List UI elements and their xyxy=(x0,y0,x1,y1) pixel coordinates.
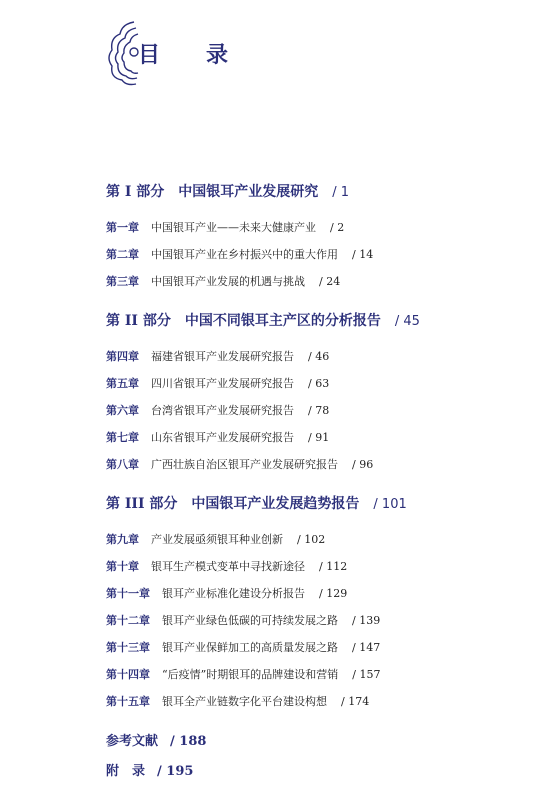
chapter-number: 第六章 xyxy=(106,404,139,417)
chapter-number: 第十章 xyxy=(106,560,139,573)
chapter-number: 第十四章 xyxy=(106,668,150,681)
table-of-contents xyxy=(106,182,526,787)
chapter-title: 银耳产业绿色低碳的可持续发展之路 xyxy=(162,614,338,627)
part-heading[interactable] xyxy=(106,311,526,331)
chapter-number: 第二章 xyxy=(106,248,139,261)
part-number: 第 I 部分 xyxy=(106,184,165,200)
chapter-entry[interactable] xyxy=(106,343,526,370)
chapter-title: 银耳产业标准化建设分析报告 xyxy=(162,587,305,600)
chapter-number: 第三章 xyxy=(106,275,139,288)
part-heading[interactable] xyxy=(106,182,526,202)
chapter-page: / 2 xyxy=(330,221,345,234)
chapter-page: / 14 xyxy=(352,248,374,261)
chapter-entry[interactable] xyxy=(106,553,526,580)
chapter-title: 中国银耳产业——未来大健康产业 xyxy=(151,221,316,234)
chapter-page: / 139 xyxy=(352,614,381,627)
part-page: / 101 xyxy=(373,497,407,512)
chapter-title: 山东省银耳产业发展研究报告 xyxy=(151,431,294,444)
part-title: 中国银耳产业发展研究 xyxy=(178,184,319,200)
chapter-entry[interactable] xyxy=(106,688,526,715)
chapter-title: 四川省银耳产业发展研究报告 xyxy=(151,377,294,390)
appendix-entry[interactable] xyxy=(106,757,526,787)
chapter-title: “后疫情”时期银耳的品牌建设和营销 xyxy=(162,668,339,681)
chapter-number: 第八章 xyxy=(106,458,139,471)
chapter-number: 第十三章 xyxy=(106,641,150,654)
chapter-number: 第七章 xyxy=(106,431,139,444)
chapter-number: 第九章 xyxy=(106,533,139,546)
part-title: 中国银耳产业发展趋势报告 xyxy=(191,496,360,512)
chapter-number: 第十五章 xyxy=(106,695,150,708)
chapter-title: 福建省银耳产业发展研究报告 xyxy=(151,350,294,363)
chapter-title: 中国银耳产业发展的机遇与挑战 xyxy=(151,275,305,288)
chapter-entry[interactable] xyxy=(106,661,526,688)
references-page: / 188 xyxy=(170,734,207,749)
part-number: 第 III 部分 xyxy=(106,496,178,512)
chapter-number: 第四章 xyxy=(106,350,139,363)
chapter-entry[interactable] xyxy=(106,268,526,295)
chapter-page: / 147 xyxy=(352,641,381,654)
chapter-page: / 112 xyxy=(319,560,348,573)
part-heading[interactable] xyxy=(106,494,526,514)
chapter-title: 银耳全产业链数字化平台建设构想 xyxy=(162,695,327,708)
chapter-entry[interactable] xyxy=(106,241,526,268)
chapter-title: 银耳生产模式变革中寻找新途径 xyxy=(151,560,305,573)
chapter-number: 第五章 xyxy=(106,377,139,390)
part-page: / 45 xyxy=(394,314,420,329)
appendix-page: / 195 xyxy=(157,764,194,779)
chapter-title: 台湾省银耳产业发展研究报告 xyxy=(151,404,294,417)
chapter-page: / 157 xyxy=(352,668,381,681)
part-number: 第 II 部分 xyxy=(106,313,171,329)
chapter-entry[interactable] xyxy=(106,607,526,634)
chapter-entry[interactable] xyxy=(106,451,526,478)
chapter-title: 中国银耳产业在乡村振兴中的重大作用 xyxy=(151,248,338,261)
chapter-entry[interactable] xyxy=(106,370,526,397)
chapter-page: / 129 xyxy=(319,587,348,600)
appendix-title: 附 录 xyxy=(106,764,146,779)
chapter-page: / 96 xyxy=(352,458,374,471)
part-title: 中国不同银耳主产区的分析报告 xyxy=(184,313,381,329)
chapter-entry[interactable] xyxy=(106,526,526,553)
chapter-page: / 91 xyxy=(308,431,330,444)
chapter-entry[interactable] xyxy=(106,634,526,661)
chapter-title: 产业发展亟须银耳种业创新 xyxy=(151,533,283,546)
page-title: 目 录 xyxy=(138,42,241,68)
chapter-number: 第十二章 xyxy=(106,614,150,627)
chapter-entry[interactable] xyxy=(106,397,526,424)
part-page: / 1 xyxy=(332,185,350,200)
chapter-entry[interactable] xyxy=(106,214,526,241)
chapter-page: / 63 xyxy=(308,377,330,390)
chapter-number: 第十一章 xyxy=(106,587,150,600)
chapter-page: / 24 xyxy=(319,275,341,288)
chapter-page: / 174 xyxy=(341,695,370,708)
chapter-page: / 46 xyxy=(308,350,330,363)
references-entry[interactable] xyxy=(106,727,526,757)
references-title: 参考文献 xyxy=(106,734,159,749)
chapter-title: 银耳产业保鲜加工的高质量发展之路 xyxy=(162,641,338,654)
chapter-page: / 78 xyxy=(308,404,330,417)
chapter-title: 广西壮族自治区银耳产业发展研究报告 xyxy=(151,458,338,471)
chapter-entry[interactable] xyxy=(106,424,526,451)
chapter-number: 第一章 xyxy=(106,221,139,234)
chapter-entry[interactable] xyxy=(106,580,526,607)
chapter-page: / 102 xyxy=(297,533,326,546)
